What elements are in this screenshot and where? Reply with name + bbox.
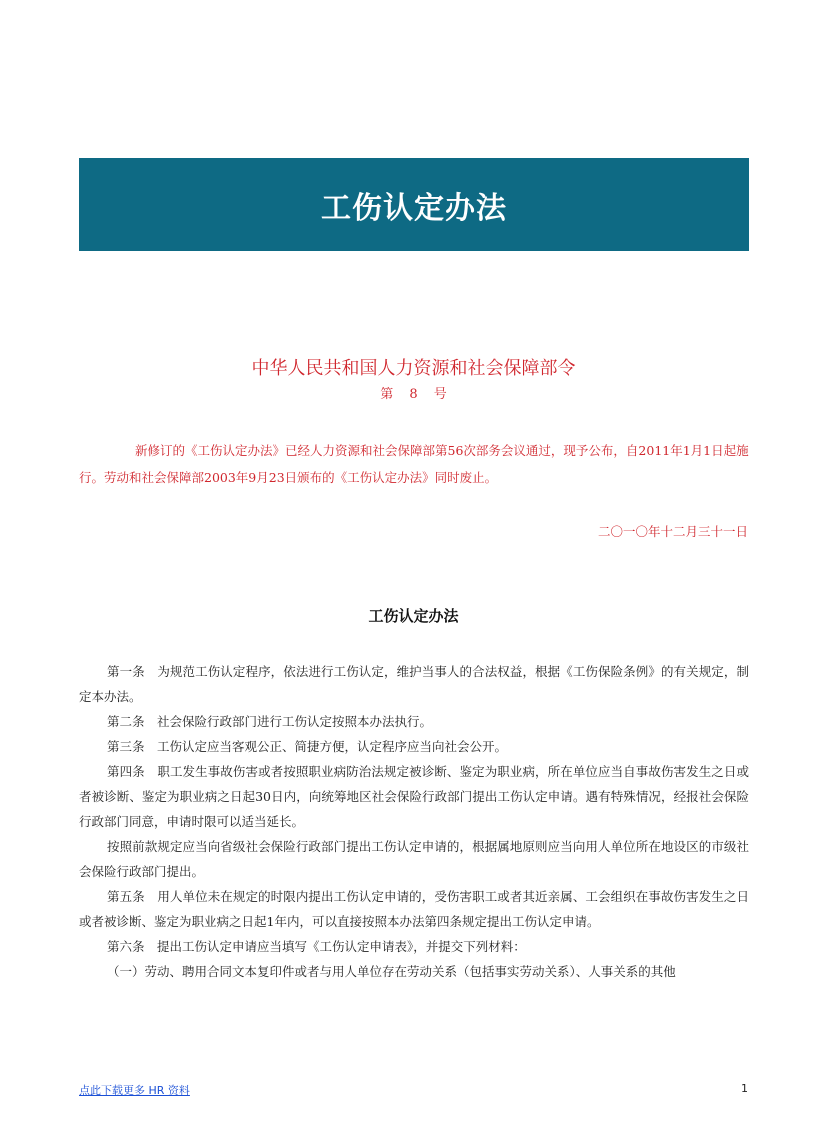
- page-number: 1: [741, 1082, 748, 1095]
- section-heading: 工伤认定办法: [368, 607, 459, 625]
- article-6-item-1: （一）劳动、聘用合同文本复印件或者与用人单位存在劳动关系（包括事实劳动关系）、人事关系的其他: [107, 964, 676, 979]
- banner-title: 工伤认定办法: [321, 190, 507, 226]
- download-hr-link[interactable]: 点此下载更多 HR 资料: [79, 1084, 190, 1097]
- article-list: [79, 659, 749, 984]
- article-4: 第四条 职工发生事故伤害或者按照职业病防治法规定被诊断、鉴定为职业病，所在单位应当自事故伤害发生之日或者被诊断、鉴定为职业病之日起30日内，向统筹地区社会保险行政部门提出工伤认定申请。遇有特殊情况，经报社会保险行政部门同意，申请时限可以适当延长。: [79, 764, 749, 829]
- article-5: 第五条 用人单位未在规定的时限内提出工伤认定申请的，受伤害职工或者其近亲属、工会组织在事故伤害发生之日或者被诊断、鉴定为职业病之日起1年内，可以直接按照本办法第四条规定提出工伤认定申请。: [79, 889, 749, 929]
- decree-announcement: 新修订的《工伤认定办法》已经人力资源和社会保障部第56次部务会议通过，现予公布，自2011年1月1日起施行。劳动和社会保障部2003年9月23日颁布的《工伤认定办法》同时废止。: [79, 443, 749, 485]
- article-4-paragraph-2: 按照前款规定应当向省级社会保险行政部门提出工伤认定申请的，根据属地原则应当向用人单位所在地设区的市级社会保险行政部门提出。: [79, 839, 749, 879]
- title-banner: [79, 158, 749, 251]
- decree-title: 中华人民共和国人力资源和社会保障部令: [251, 358, 576, 379]
- decree-number: 第 8 号: [380, 387, 447, 402]
- article-1: 第一条 为规范工伤认定程序，依法进行工伤认定，维护当事人的合法权益，根据《工伤保险条例》的有关规定，制定本办法。: [79, 664, 749, 704]
- decree-date: 二〇一〇年十二月三十一日: [597, 524, 748, 539]
- article-3: 第三条 工伤认定应当客观公正、简捷方便，认定程序应当向社会公开。: [107, 739, 508, 754]
- article-2: 第二条 社会保险行政部门进行工伤认定按照本办法执行。: [107, 714, 433, 729]
- article-6: 第六条 提出工伤认定申请应当填写《工伤认定申请表》，并提交下列材料：: [107, 939, 526, 954]
